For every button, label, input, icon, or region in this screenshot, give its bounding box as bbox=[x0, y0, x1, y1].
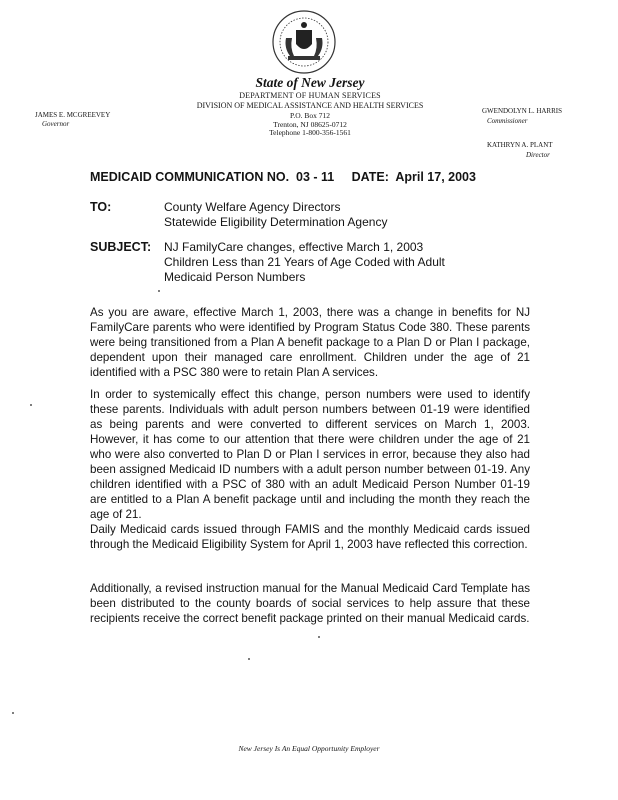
state-name: State of New Jersey bbox=[255, 75, 365, 90]
subject-line: NJ FamilyCare changes, effective March 1, 2003 bbox=[164, 240, 424, 254]
state-seal-icon bbox=[266, 8, 342, 76]
governor-name: JAMES E. MCGREEVEY bbox=[35, 111, 111, 119]
body-paragraph: Additionally, a revised instruction manual for the Manual Medicaid Card Template has been distributed to the county boards of social services to help assure that these recipients receive the correct benefit package printed on their manual Medicaid cards. bbox=[90, 582, 530, 625]
subject-line: Medicaid Person Numbers bbox=[164, 270, 306, 284]
body-paragraph: In order to systemically effect this change, person numbers were used to identify these parents. Individuals with adult person numbers between 01-19 were identified as being parents and were converted to different services on March 1, 2003. However, it has come to our attention that there were children under the age of 21 who were also converted to Plan D or Plan I services in error, because they also had been assigned Medicaid ID numbers with a adult person number between 01-19. Any children identified with a PSC of 380 with an adult Medicaid Person Number 01-19 are entitled to a Plan A benefit package until and including the month they reach the age of 21. bbox=[90, 388, 530, 521]
scan-speck bbox=[158, 290, 160, 292]
footer-text: New Jersey Is An Equal Opportunity Employer bbox=[238, 744, 380, 753]
subject-label: SUBJECT: bbox=[90, 240, 152, 254]
to-label: TO: bbox=[90, 200, 112, 214]
director-title: Director bbox=[526, 151, 550, 159]
body-paragraph: As you are aware, effective March 1, 2003, there was a change in benefits for NJ FamilyCare parents who were identified by Program Status Code 380. These parents were being transitioned from a Plan A benefit package to a Plan D or Plan I package, dependent upon their managed care enrollment. Children under the age of 21 identified with a PSC 380 were to retain Plan A services. bbox=[90, 306, 530, 379]
scan-speck bbox=[248, 658, 250, 660]
address-telephone: Telephone 1-800-356-1561 bbox=[269, 128, 351, 137]
body-paragraph: Daily Medicaid cards issued through FAMIS and the monthly Medicaid cards issued through the Medicaid Eligibility System for April 1, 2003 have reflected this correction. bbox=[90, 523, 530, 551]
address-city: Trenton, NJ 08625-0712 bbox=[273, 120, 347, 129]
address-po-box: P.O. Box 712 bbox=[289, 111, 330, 120]
commissioner-title: Commissioner bbox=[487, 117, 528, 125]
division-name: DIVISION OF MEDICAL ASSISTANCE AND HEALTH SERVICES bbox=[196, 101, 424, 110]
director-name: KATHRYN A. PLANT bbox=[487, 141, 553, 149]
to-recipient: Statewide Eligibility Determination Agency bbox=[164, 215, 388, 229]
commissioner-name: GWENDOLYN L. HARRIS bbox=[482, 107, 562, 115]
communication-heading: MEDICAID COMMUNICATION NO. 03 - 11 DATE: April 17, 2003 bbox=[90, 170, 476, 184]
scan-speck bbox=[30, 404, 32, 406]
to-recipient: County Welfare Agency Directors bbox=[164, 200, 341, 214]
governor-title: Governor bbox=[42, 120, 70, 128]
scan-speck bbox=[318, 636, 320, 638]
scan-speck bbox=[12, 712, 14, 714]
subject-line: Children Less than 21 Years of Age Coded with Adult bbox=[164, 255, 445, 269]
department-name: DEPARTMENT OF HUMAN SERVICES bbox=[239, 91, 381, 100]
